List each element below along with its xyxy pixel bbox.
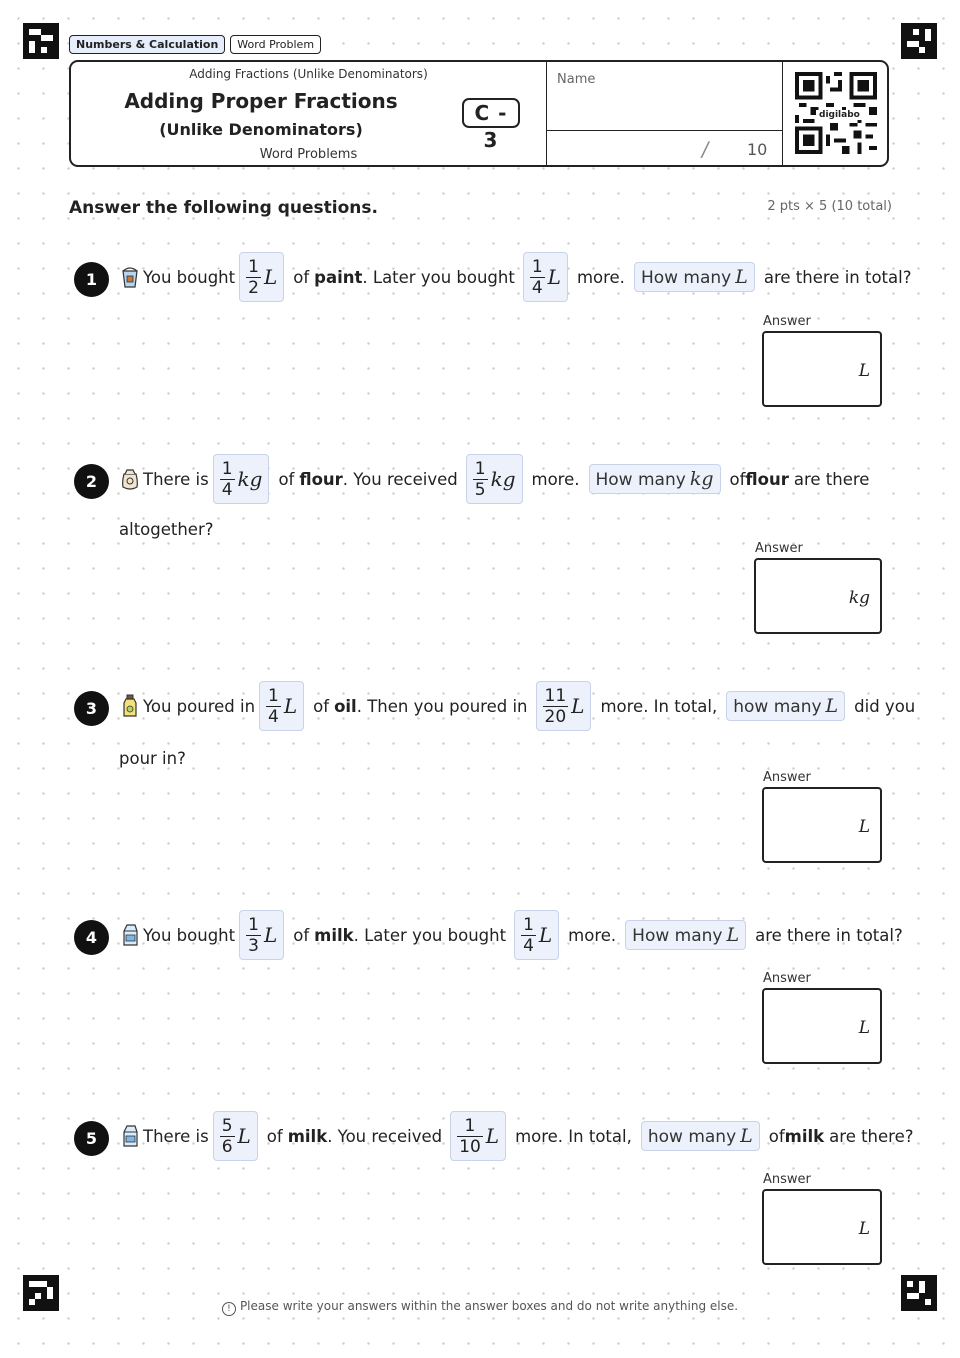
question-4-text	[119, 910, 908, 960]
question-number-2: 2	[74, 464, 109, 499]
q4-text-e: more.	[568, 925, 617, 945]
question-2-text	[119, 454, 869, 504]
category-tags	[69, 35, 321, 54]
q5-fraction-2	[450, 1111, 506, 1161]
q2-text-g: flour	[745, 469, 789, 489]
points-info: 2 pts × 5 (10 total)	[767, 199, 892, 214]
q2-text-b: of	[278, 469, 295, 489]
q5-fraction-1	[213, 1111, 258, 1161]
q3-question-highlight	[726, 691, 845, 721]
info-icon: !	[222, 1302, 236, 1316]
q3-text-a: You poured in	[143, 696, 256, 716]
q3-text-f: did you	[854, 696, 916, 716]
q4-ask-unit: L	[726, 924, 740, 946]
q1-f1-numerator: 1	[248, 256, 259, 277]
q1-answer-unit: L	[858, 361, 870, 381]
q2-ask-unit: kg	[689, 468, 714, 490]
q2-text-e: more.	[531, 469, 580, 489]
q1-f1-denominator: 2	[248, 277, 259, 298]
q1-fraction-2	[523, 252, 568, 302]
q5-answer-label: Answer	[763, 1172, 811, 1187]
q5-text-g: milk	[784, 1126, 825, 1146]
footer-text: Please write your answers within the answer boxes and do not write anything else.	[239, 1299, 739, 1313]
q1-text-a: You bought	[143, 267, 236, 287]
page-title	[101, 88, 421, 143]
question-3-text	[119, 681, 920, 731]
q2-text-h: are there	[793, 469, 870, 489]
q2-text-f: of	[729, 469, 746, 489]
tag-category: Numbers & Calculation	[69, 35, 225, 54]
q4-fraction-2	[514, 910, 559, 960]
corner-marker-top-left	[23, 23, 59, 59]
tag-type: Word Problem	[230, 35, 321, 54]
milk-carton-icon	[119, 923, 141, 947]
q4-answer-unit: L	[858, 1018, 870, 1038]
q5-text-e: more. In total,	[515, 1126, 632, 1146]
q5-answer-unit: L	[858, 1219, 870, 1239]
q4-f2-denominator: 4	[523, 935, 534, 956]
q4-f1-denominator: 3	[248, 935, 259, 956]
q4-text-d: . Later you bought	[353, 925, 507, 945]
q5-answer-box[interactable]	[762, 1189, 882, 1265]
q4-f2-numerator: 1	[523, 914, 534, 935]
q5-f2-numerator: 1	[464, 1115, 476, 1136]
q1-question-highlight	[634, 262, 755, 292]
q3-f2-numerator: 11	[544, 685, 567, 706]
q4-ask-text: How many	[632, 926, 723, 946]
title-block	[71, 62, 546, 165]
q2-f2-numerator: 1	[474, 458, 486, 479]
q1-fraction-1	[239, 252, 284, 302]
q2-fraction-1	[213, 454, 270, 504]
q1-f2-denominator: 4	[531, 277, 543, 298]
q2-answer-label: Answer	[755, 541, 803, 556]
q2-answer-unit: kg	[848, 588, 870, 608]
oil-bottle-icon	[119, 694, 141, 718]
q4-f1-numerator: 1	[248, 914, 259, 935]
q2-text-d: . You received	[342, 469, 458, 489]
score-slash: /	[699, 137, 711, 161]
q1-answer-box[interactable]	[762, 331, 882, 407]
q3-answer-unit: L	[858, 817, 870, 837]
question-5-text	[119, 1111, 914, 1161]
q5-f2-unit: L	[485, 1124, 500, 1148]
q2-answer-box[interactable]	[754, 558, 882, 634]
q2-question-highlight	[589, 464, 721, 494]
q5-text-d: . You received	[327, 1126, 443, 1146]
q4-f2-unit: L	[538, 923, 553, 947]
q3-f1-numerator: 1	[268, 685, 279, 706]
q4-text-b: of	[293, 925, 310, 945]
question-number-3: 3	[74, 691, 109, 726]
q3-text-b: of	[313, 696, 330, 716]
q5-text-a: There is	[143, 1126, 209, 1146]
q2-f1-numerator: 1	[221, 458, 233, 479]
q5-ask-unit: L	[740, 1125, 753, 1147]
q3-text-e: more. In total,	[600, 696, 718, 716]
q1-text-c: paint	[314, 267, 363, 287]
score-total: 10	[747, 140, 768, 159]
q5-f1-denominator: 6	[221, 1136, 233, 1157]
q3-fraction-1	[259, 681, 304, 731]
q2-ask-text: How many	[595, 470, 686, 490]
q3-f2-denominator: 20	[544, 706, 567, 727]
footer-note	[0, 1299, 960, 1316]
qr-code-area	[782, 62, 888, 165]
q5-text-b: of	[266, 1126, 283, 1146]
worksheet-header	[69, 60, 889, 167]
q1-f2-numerator: 1	[531, 256, 543, 277]
title-main: Adding Proper Fractions	[124, 89, 398, 113]
q3-f2-unit: L	[571, 694, 585, 718]
q1-text-d: . Later you bought	[362, 267, 515, 287]
milk-carton-icon	[119, 1124, 141, 1148]
q2-f1-unit: kg	[237, 467, 263, 491]
q3-ask-unit: L	[825, 695, 839, 717]
name-label: Name	[557, 72, 596, 87]
corner-marker-top-right	[901, 23, 937, 59]
q2-fraction-2	[466, 454, 523, 504]
q4-f1-unit: L	[263, 923, 278, 947]
q5-ask-text: how many	[647, 1127, 737, 1147]
q3-answer-label: Answer	[763, 770, 811, 785]
q3-f1-denominator: 4	[268, 706, 279, 727]
q3-text-c: oil	[334, 696, 357, 716]
unit-title: Adding Fractions (Unlike Denominators)	[189, 67, 428, 81]
q5-f1-unit: L	[237, 1124, 251, 1148]
subtitle: Word Problems	[259, 147, 358, 162]
flour-bag-icon	[119, 467, 141, 491]
q1-f2-unit: L	[547, 265, 561, 289]
q1-ask-text: How many	[640, 268, 732, 288]
q4-question-highlight	[625, 920, 746, 950]
q2-text-c: flour	[299, 469, 343, 489]
q3-text-d: . Then you poured in	[356, 696, 528, 716]
q3-text-continued: pour in?	[119, 749, 186, 768]
instruction-text: Answer the following questions.	[69, 198, 378, 218]
q4-answer-box[interactable]	[762, 988, 882, 1064]
q2-text-continued: altogether?	[119, 520, 214, 539]
q1-f1-unit: L	[263, 265, 278, 289]
q3-ask-text: how many	[733, 697, 822, 717]
qr-logo-text: digilabo	[816, 110, 863, 120]
q4-text-f: are there in total?	[755, 925, 903, 945]
q1-text-f: are there in total?	[763, 267, 912, 287]
q2-f2-denominator: 5	[474, 479, 486, 500]
q3-fraction-2	[536, 681, 592, 731]
q3-answer-box[interactable]	[762, 787, 882, 863]
paint-bucket-icon	[119, 265, 141, 289]
q2-f1-denominator: 4	[221, 479, 233, 500]
q4-text-a: You bought	[143, 925, 236, 945]
q5-text-c: milk	[287, 1126, 328, 1146]
q5-text-f: of	[768, 1126, 785, 1146]
q5-text-h: are there?	[829, 1126, 914, 1146]
q5-question-highlight	[641, 1121, 760, 1151]
score-field[interactable]	[546, 130, 783, 167]
q3-f1-unit: L	[283, 694, 298, 718]
q1-text-e: more.	[576, 267, 625, 287]
name-field[interactable]	[546, 62, 783, 131]
question-number-1: 1	[74, 262, 109, 297]
q4-text-c: milk	[314, 925, 354, 945]
q1-text-b: of	[293, 267, 310, 287]
q2-text-a: There is	[143, 469, 209, 489]
q2-f2-unit: kg	[490, 467, 516, 491]
q5-f2-denominator: 10	[459, 1136, 481, 1157]
question-number-5: 5	[74, 1121, 109, 1156]
q1-answer-label: Answer	[763, 314, 811, 329]
question-1-text	[119, 252, 916, 302]
title-sub: (Unlike Denominators)	[159, 120, 363, 139]
q5-f1-numerator: 5	[221, 1115, 233, 1136]
worksheet-code: C - 3	[462, 98, 520, 128]
q4-fraction-1	[239, 910, 284, 960]
q1-ask-unit: L	[735, 266, 748, 288]
question-number-4: 4	[74, 920, 109, 955]
q4-answer-label: Answer	[763, 971, 811, 986]
